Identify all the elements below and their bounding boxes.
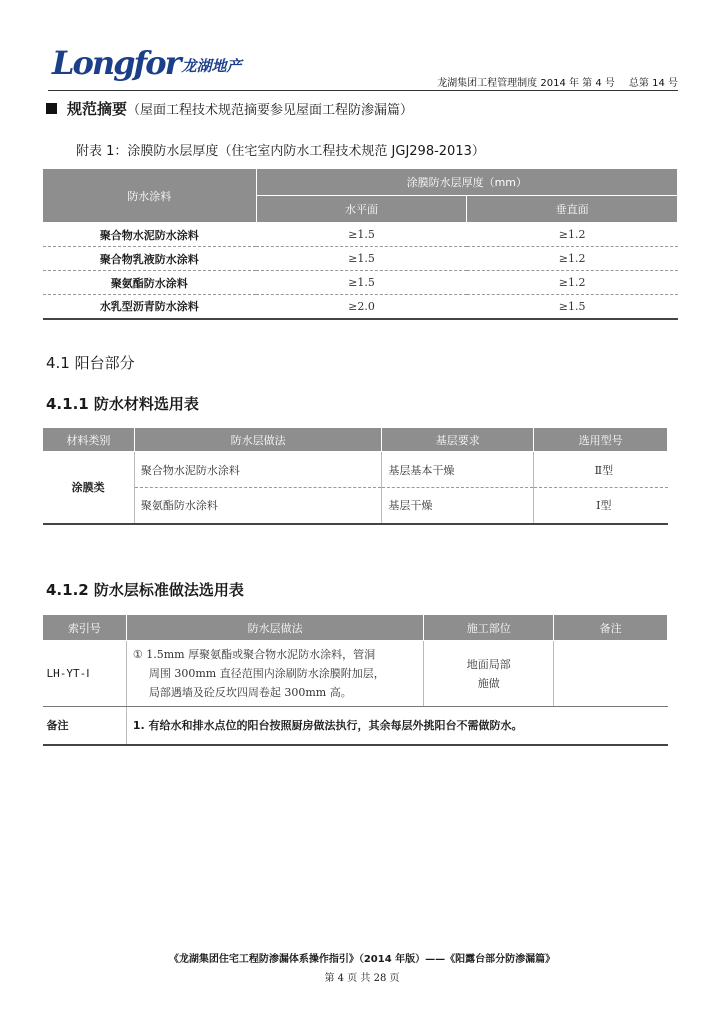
doc-name: 龙湖集团工程管理制度 2014 年 第 4 号 <box>437 78 615 89</box>
header-location: 施工部位 <box>424 615 554 641</box>
cell-location <box>424 641 554 707</box>
cell-horizontal: ≥1.5 <box>256 271 467 295</box>
cell-horizontal: ≥2.0 <box>256 295 467 319</box>
cell-vertical: ≥1.2 <box>467 223 678 247</box>
header-rule <box>48 90 678 91</box>
table-row <box>43 641 668 707</box>
cell-horizontal: ≥1.5 <box>256 247 467 271</box>
logo-latin: Longfor <box>52 44 180 82</box>
page-number: 第 4 页 共 28 页 <box>324 973 400 984</box>
cell-index: LH-YT-Ⅰ <box>43 641 127 707</box>
section-subtitle: （屋面工程技术规范摘要参见屋面工程防渗漏篇） <box>127 103 414 118</box>
square-bullet-icon <box>46 103 57 114</box>
header-index: 索引号 <box>43 615 127 641</box>
material-selection-table <box>42 427 668 525</box>
header-thickness: 涂膜防水层厚度（mm） <box>256 169 677 196</box>
section-heading <box>46 98 413 119</box>
cell-method <box>126 641 424 707</box>
location-line: 施做 <box>477 676 500 690</box>
table-row <box>43 271 678 295</box>
section-title: 规范摘要 <box>67 100 128 118</box>
cell-method: 聚氨酯防水涂料 <box>134 488 382 524</box>
footer-title: 《龙湖集团住宅工程防渗漏体系操作指引》（2014 年版）——《阳露台部分防渗漏篇》 <box>168 954 556 965</box>
cell-model: Ⅰ型 <box>534 488 668 524</box>
table-row <box>43 488 668 524</box>
cell-material: 水乳型沥青防水涂料 <box>43 295 257 319</box>
heading-4-1-1: 4.1.1 防水材料选用表 <box>46 395 199 413</box>
table-header-row <box>43 169 678 196</box>
longfor-logo <box>52 46 241 80</box>
header-remarks: 备注 <box>554 615 668 641</box>
cell-material: 聚合物水泥防水涂料 <box>43 223 257 247</box>
header-method: 防水层做法 <box>134 428 382 452</box>
notes-row <box>43 707 668 745</box>
header-horizontal: 水平面 <box>256 196 467 223</box>
method-line: 周围 300mm 直径范围内涂刷防水涂膜附加层， <box>148 667 385 680</box>
page-footer <box>0 950 724 984</box>
appendix-caption: 附表 1：涂膜防水层厚度（住宅室内防水工程技术规范 JGJ298-2013） <box>76 144 485 159</box>
header-base: 基层要求 <box>382 428 534 452</box>
notes-text: 1. 有给水和排水点位的阳台按照厨房做法执行，其余每层外挑阳台不需做防水。 <box>126 707 667 745</box>
table-row <box>43 452 668 488</box>
method-line: ① 1.5mm 厚聚氨酯或聚合物水泥防水涂料，管洞 <box>132 648 376 661</box>
table-row <box>43 247 678 271</box>
cell-category: 涂膜类 <box>43 452 135 524</box>
page-header <box>48 38 678 92</box>
location-line: 地面局部 <box>466 657 511 671</box>
cell-horizontal: ≥1.5 <box>256 223 467 247</box>
cell-material: 聚合物乳液防水涂料 <box>43 247 257 271</box>
total-number: 总第 14 号 <box>628 78 678 89</box>
header-category: 材料类别 <box>43 428 135 452</box>
cell-vertical: ≥1.2 <box>467 247 678 271</box>
cell-model: Ⅱ型 <box>534 452 668 488</box>
header-info <box>437 74 678 89</box>
table-row <box>43 223 678 247</box>
header-method: 防水层做法 <box>126 615 424 641</box>
cell-vertical: ≥1.2 <box>467 271 678 295</box>
cell-vertical: ≥1.5 <box>467 295 678 319</box>
table-header-row <box>43 428 668 452</box>
notes-label: 备注 <box>43 707 127 745</box>
table-row <box>43 295 678 319</box>
table-header-row <box>43 615 668 641</box>
coating-thickness-table <box>42 168 678 320</box>
cell-material: 聚氨酯防水涂料 <box>43 271 257 295</box>
cell-base: 基层基本干燥 <box>382 452 534 488</box>
heading-4-1: 4.1 阳台部分 <box>46 354 135 372</box>
cell-base: 基层干燥 <box>382 488 534 524</box>
method-line: 局部遇墙及砼反坎四周卷起 300mm 高。 <box>148 686 352 699</box>
header-material: 防水涂料 <box>43 169 257 223</box>
header-vertical: 垂直面 <box>467 196 678 223</box>
cell-method: 聚合物水泥防水涂料 <box>134 452 382 488</box>
logo-cn: 龙湖地产 <box>181 57 242 75</box>
standard-method-table <box>42 614 668 746</box>
cell-remarks <box>554 641 668 707</box>
heading-4-1-2: 4.1.2 防水层标准做法选用表 <box>46 581 244 599</box>
header-model: 选用型号 <box>534 428 668 452</box>
